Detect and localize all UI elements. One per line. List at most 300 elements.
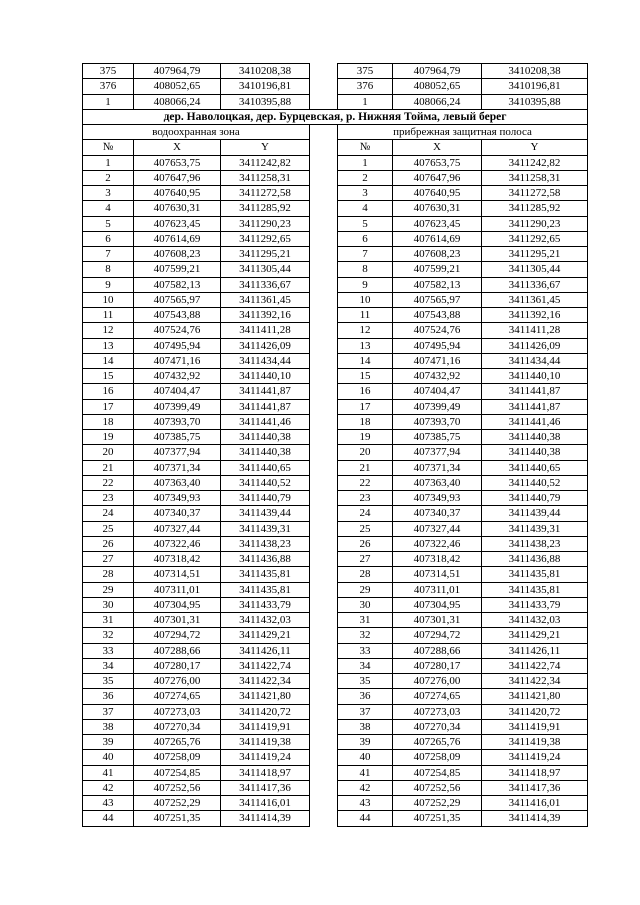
x-coordinate: 407385,75 — [134, 430, 221, 445]
point-number: 1 — [338, 155, 393, 170]
y-coordinate: 3411272,58 — [482, 186, 588, 201]
point-number: 30 — [338, 597, 393, 612]
table-row — [83, 323, 588, 338]
y-coordinate: 3411440,65 — [482, 460, 588, 475]
point-number: 26 — [83, 536, 134, 551]
point-number: 4 — [83, 201, 134, 216]
point-number: 20 — [83, 445, 134, 460]
x-coordinate: 407273,03 — [134, 704, 221, 719]
column-gap — [310, 719, 338, 734]
point-number: 40 — [338, 750, 393, 765]
column-gap — [310, 170, 338, 185]
point-number: 21 — [338, 460, 393, 475]
point-number: 15 — [338, 369, 393, 384]
point-number: 42 — [83, 780, 134, 795]
y-coordinate: 3411336,67 — [221, 277, 310, 292]
column-gap — [310, 79, 338, 94]
column-gap — [310, 491, 338, 506]
point-number: 2 — [338, 170, 393, 185]
x-coordinate: 407647,96 — [134, 170, 221, 185]
point-number: 8 — [338, 262, 393, 277]
y-coordinate: 3411441,46 — [482, 414, 588, 429]
x-coordinate: 407280,17 — [393, 658, 482, 673]
y-coordinate: 3411440,38 — [221, 430, 310, 445]
point-number: 18 — [83, 414, 134, 429]
x-coordinate: 407582,13 — [393, 277, 482, 292]
x-coordinate: 407340,37 — [134, 506, 221, 521]
column-gap — [310, 811, 338, 826]
y-coordinate: 3411305,44 — [221, 262, 310, 277]
x-coordinate: 407964,79 — [393, 64, 482, 79]
point-number: 22 — [83, 475, 134, 490]
y-coordinate: 3411426,09 — [482, 338, 588, 353]
point-number: 25 — [338, 521, 393, 536]
y-coordinate: 3411435,81 — [221, 582, 310, 597]
x-coordinate: 407322,46 — [393, 536, 482, 551]
column-gap — [310, 536, 338, 551]
point-number: 27 — [83, 552, 134, 567]
y-coordinate: 3411361,45 — [221, 292, 310, 307]
y-coordinate: 3411416,01 — [221, 796, 310, 811]
column-gap — [310, 567, 338, 582]
point-number: 7 — [83, 247, 134, 262]
x-coordinate: 407647,96 — [393, 170, 482, 185]
point-number: 4 — [338, 201, 393, 216]
y-coordinate: 3411416,01 — [482, 796, 588, 811]
column-gap — [310, 125, 338, 140]
y-coordinate: 3411439,44 — [221, 506, 310, 521]
x-coordinate: 407322,46 — [134, 536, 221, 551]
table-row — [83, 613, 588, 628]
y-coordinate: 3411440,38 — [221, 445, 310, 460]
x-coordinate: 407377,94 — [134, 445, 221, 460]
y-coordinate: 3411418,97 — [221, 765, 310, 780]
column-gap — [310, 186, 338, 201]
column-gap — [310, 384, 338, 399]
y-coordinate: 3411439,31 — [221, 521, 310, 536]
column-gap — [310, 140, 338, 155]
column-gap — [310, 643, 338, 658]
y-coordinate: 3411441,87 — [482, 399, 588, 414]
table-row — [83, 811, 588, 826]
column-gap — [310, 521, 338, 536]
point-number: 33 — [83, 643, 134, 658]
point-number: 1 — [83, 155, 134, 170]
y-coordinate: 3411439,44 — [482, 506, 588, 521]
x-coordinate: 407399,49 — [393, 399, 482, 414]
point-number: 41 — [83, 765, 134, 780]
table-row — [83, 689, 588, 704]
point-number: 43 — [83, 796, 134, 811]
y-coordinate: 3410395,88 — [482, 94, 588, 109]
x-coordinate: 407495,94 — [134, 338, 221, 353]
point-number: 44 — [83, 811, 134, 826]
x-coordinate: 407363,40 — [393, 475, 482, 490]
table-row — [83, 750, 588, 765]
point-number: 375 — [83, 64, 134, 79]
y-coordinate: 3411426,09 — [221, 338, 310, 353]
column-gap — [310, 338, 338, 353]
y-coordinate: 3411419,91 — [221, 719, 310, 734]
x-coordinate: 407565,97 — [393, 292, 482, 307]
point-number: 17 — [83, 399, 134, 414]
column-gap — [310, 475, 338, 490]
table-row — [83, 430, 588, 445]
y-coordinate: 3411420,72 — [482, 704, 588, 719]
y-coordinate: 3411426,11 — [221, 643, 310, 658]
table-row — [83, 704, 588, 719]
x-coordinate: 407432,92 — [134, 369, 221, 384]
point-number: 29 — [83, 582, 134, 597]
table-row — [83, 262, 588, 277]
x-coordinate: 407318,42 — [393, 552, 482, 567]
x-coordinate: 407318,42 — [134, 552, 221, 567]
right-subtitle: прибрежная защитная полоса — [338, 125, 588, 140]
point-number: 8 — [83, 262, 134, 277]
x-coordinate: 407543,88 — [134, 308, 221, 323]
x-coordinate: 407252,56 — [134, 780, 221, 795]
point-number: 20 — [338, 445, 393, 460]
point-number: 25 — [83, 521, 134, 536]
x-coordinate: 407524,76 — [134, 323, 221, 338]
x-coordinate: 408066,24 — [134, 94, 221, 109]
y-coordinate: 3411417,36 — [221, 780, 310, 795]
point-number: 376 — [83, 79, 134, 94]
point-number: 21 — [83, 460, 134, 475]
point-number: 23 — [338, 491, 393, 506]
y-coordinate: 3411440,65 — [221, 460, 310, 475]
point-number: 39 — [338, 735, 393, 750]
x-coordinate: 407254,85 — [134, 765, 221, 780]
y-coordinate: 3411361,45 — [482, 292, 588, 307]
x-coordinate: 407377,94 — [393, 445, 482, 460]
x-coordinate: 407288,66 — [393, 643, 482, 658]
point-number: 23 — [83, 491, 134, 506]
y-coordinate: 3411434,44 — [482, 353, 588, 368]
x-coordinate: 407301,31 — [134, 613, 221, 628]
point-number: 32 — [83, 628, 134, 643]
column-gap — [310, 674, 338, 689]
point-number: 16 — [83, 384, 134, 399]
x-coordinate: 407653,75 — [134, 155, 221, 170]
x-coordinate: 407258,09 — [393, 750, 482, 765]
column-gap — [310, 247, 338, 262]
y-coordinate: 3411422,34 — [221, 674, 310, 689]
y-coordinate: 3411440,10 — [482, 369, 588, 384]
y-coordinate: 3411429,21 — [482, 628, 588, 643]
table-row — [83, 399, 588, 414]
x-coordinate: 407524,76 — [393, 323, 482, 338]
point-number: 17 — [338, 399, 393, 414]
y-coordinate: 3411438,23 — [482, 536, 588, 551]
table-row — [83, 628, 588, 643]
y-coordinate: 3410208,38 — [482, 64, 588, 79]
y-coordinate: 3411432,03 — [221, 613, 310, 628]
y-coordinate: 3411414,39 — [221, 811, 310, 826]
x-coordinate: 407274,65 — [134, 689, 221, 704]
x-coordinate: 407614,69 — [393, 231, 482, 246]
y-coordinate: 3410395,88 — [221, 94, 310, 109]
y-coordinate: 3411242,82 — [482, 155, 588, 170]
point-number: 12 — [338, 323, 393, 338]
column-gap — [310, 292, 338, 307]
table-row — [83, 582, 588, 597]
x-coordinate: 407304,95 — [393, 597, 482, 612]
column-gap — [310, 552, 338, 567]
table-row — [83, 384, 588, 399]
x-coordinate: 407495,94 — [393, 338, 482, 353]
point-number: 15 — [83, 369, 134, 384]
column-gap — [310, 64, 338, 79]
table-row — [83, 94, 588, 109]
table-row — [83, 597, 588, 612]
point-number: 37 — [83, 704, 134, 719]
table-row — [83, 765, 588, 780]
section-title-row — [83, 109, 588, 124]
point-number: 18 — [338, 414, 393, 429]
y-coordinate: 3411421,80 — [482, 689, 588, 704]
y-coordinate: 3411421,80 — [221, 689, 310, 704]
column-gap — [310, 216, 338, 231]
y-coordinate: 3411285,92 — [482, 201, 588, 216]
y-coordinate: 3411285,92 — [221, 201, 310, 216]
point-number: 19 — [83, 430, 134, 445]
point-number: 3 — [83, 186, 134, 201]
point-number: 26 — [338, 536, 393, 551]
table-row — [83, 353, 588, 368]
y-header: Y — [482, 140, 588, 155]
y-coordinate: 3411414,39 — [482, 811, 588, 826]
column-gap — [310, 613, 338, 628]
y-coordinate: 3411418,97 — [482, 765, 588, 780]
x-coordinate: 407252,29 — [134, 796, 221, 811]
x-coordinate: 407630,31 — [134, 201, 221, 216]
y-coordinate: 3411441,87 — [221, 384, 310, 399]
y-coordinate: 3411426,11 — [482, 643, 588, 658]
x-coordinate: 407599,21 — [393, 262, 482, 277]
table-row — [83, 735, 588, 750]
y-coordinate: 3411441,87 — [221, 399, 310, 414]
point-number: 27 — [338, 552, 393, 567]
point-number: 43 — [338, 796, 393, 811]
column-gap — [310, 704, 338, 719]
x-coordinate: 407270,34 — [393, 719, 482, 734]
coordinates-table — [82, 63, 588, 827]
x-coordinate: 407371,34 — [134, 460, 221, 475]
x-coordinate: 407653,75 — [393, 155, 482, 170]
x-coordinate: 407314,51 — [393, 567, 482, 582]
x-coordinate: 407543,88 — [393, 308, 482, 323]
point-number: 16 — [338, 384, 393, 399]
table-row — [83, 567, 588, 582]
y-coordinate: 3411435,81 — [482, 567, 588, 582]
point-number: 31 — [83, 613, 134, 628]
y-coordinate: 3411429,21 — [221, 628, 310, 643]
x-coordinate: 407273,03 — [393, 704, 482, 719]
point-number: 37 — [338, 704, 393, 719]
column-gap — [310, 414, 338, 429]
y-coordinate: 3411433,79 — [221, 597, 310, 612]
column-gap — [310, 689, 338, 704]
table-row — [83, 186, 588, 201]
point-number: 38 — [338, 719, 393, 734]
y-coordinate: 3411433,79 — [482, 597, 588, 612]
column-gap — [310, 353, 338, 368]
y-coordinate: 3411292,65 — [221, 231, 310, 246]
x-coordinate: 407265,76 — [134, 735, 221, 750]
point-number: 33 — [338, 643, 393, 658]
y-coordinate: 3411419,38 — [221, 735, 310, 750]
table-row — [83, 79, 588, 94]
table-row — [83, 643, 588, 658]
table-row — [83, 506, 588, 521]
point-number: 28 — [83, 567, 134, 582]
x-coordinate: 407399,49 — [134, 399, 221, 414]
column-gap — [310, 597, 338, 612]
point-number: 24 — [83, 506, 134, 521]
point-number: 29 — [338, 582, 393, 597]
column-gap — [310, 796, 338, 811]
table-row — [83, 674, 588, 689]
y-coordinate: 3410196,81 — [221, 79, 310, 94]
x-coordinate: 407640,95 — [134, 186, 221, 201]
x-coordinate: 407349,93 — [134, 491, 221, 506]
coordinates-document — [82, 63, 587, 827]
y-coordinate: 3411439,31 — [482, 521, 588, 536]
x-coordinate: 407964,79 — [134, 64, 221, 79]
point-number: 28 — [338, 567, 393, 582]
y-coordinate: 3411435,81 — [482, 582, 588, 597]
x-coordinate: 407304,95 — [134, 597, 221, 612]
y-coordinate: 3410208,38 — [221, 64, 310, 79]
x-coordinate: 407276,00 — [393, 674, 482, 689]
table-row — [83, 216, 588, 231]
y-coordinate: 3411419,38 — [482, 735, 588, 750]
y-coordinate: 3411440,10 — [221, 369, 310, 384]
column-gap — [310, 628, 338, 643]
table-row — [83, 292, 588, 307]
x-coordinate: 407252,29 — [393, 796, 482, 811]
table-row — [83, 491, 588, 506]
point-number: 13 — [338, 338, 393, 353]
column-gap — [310, 780, 338, 795]
point-number: 40 — [83, 750, 134, 765]
y-coordinate: 3411419,24 — [221, 750, 310, 765]
y-coordinate: 3411440,38 — [482, 430, 588, 445]
y-coordinate: 3411432,03 — [482, 613, 588, 628]
column-gap — [310, 201, 338, 216]
y-coordinate: 3411411,28 — [221, 323, 310, 338]
x-coordinate: 407349,93 — [393, 491, 482, 506]
x-coordinate: 407251,35 — [393, 811, 482, 826]
column-gap — [310, 369, 338, 384]
point-number: 34 — [338, 658, 393, 673]
y-coordinate: 3411422,34 — [482, 674, 588, 689]
y-coordinate: 3411438,23 — [221, 536, 310, 551]
point-number: 24 — [338, 506, 393, 521]
point-number: 5 — [338, 216, 393, 231]
table-row — [83, 338, 588, 353]
y-coordinate: 3411441,87 — [482, 384, 588, 399]
column-gap — [310, 506, 338, 521]
y-coordinate: 3411292,65 — [482, 231, 588, 246]
x-coordinate: 407393,70 — [393, 414, 482, 429]
y-coordinate: 3411272,58 — [221, 186, 310, 201]
table-row — [83, 155, 588, 170]
point-number: 30 — [83, 597, 134, 612]
y-coordinate: 3411258,31 — [221, 170, 310, 185]
y-coordinate: 3411434,44 — [221, 353, 310, 368]
x-coordinate: 407630,31 — [393, 201, 482, 216]
y-header: Y — [221, 140, 310, 155]
point-number: 22 — [338, 475, 393, 490]
x-coordinate: 407471,16 — [134, 353, 221, 368]
table-body — [83, 64, 588, 827]
y-coordinate: 3411242,82 — [221, 155, 310, 170]
x-coordinate: 407565,97 — [134, 292, 221, 307]
number-header: № — [83, 140, 134, 155]
x-coordinate: 407327,44 — [134, 521, 221, 536]
table-row — [83, 277, 588, 292]
x-coordinate: 407294,72 — [393, 628, 482, 643]
x-coordinate: 407301,31 — [393, 613, 482, 628]
y-coordinate: 3411290,23 — [221, 216, 310, 231]
x-coordinate: 407614,69 — [134, 231, 221, 246]
point-number: 6 — [338, 231, 393, 246]
point-number: 39 — [83, 735, 134, 750]
table-row — [83, 796, 588, 811]
column-gap — [310, 399, 338, 414]
subtitle-row — [83, 125, 588, 140]
table-row — [83, 201, 588, 216]
point-number: 1 — [83, 94, 134, 109]
header-row — [83, 140, 588, 155]
point-number: 11 — [83, 308, 134, 323]
column-gap — [310, 582, 338, 597]
y-coordinate: 3411419,24 — [482, 750, 588, 765]
x-coordinate: 407471,16 — [393, 353, 482, 368]
point-number: 44 — [338, 811, 393, 826]
point-number: 31 — [338, 613, 393, 628]
column-gap — [310, 765, 338, 780]
table-row — [83, 460, 588, 475]
y-coordinate: 3411436,88 — [482, 552, 588, 567]
y-coordinate: 3411440,52 — [221, 475, 310, 490]
y-coordinate: 3410196,81 — [482, 79, 588, 94]
column-gap — [310, 262, 338, 277]
table-row — [83, 521, 588, 536]
x-coordinate: 407252,56 — [393, 780, 482, 795]
y-coordinate: 3411392,16 — [482, 308, 588, 323]
point-number: 1 — [338, 94, 393, 109]
x-header: X — [134, 140, 221, 155]
table-row — [83, 445, 588, 460]
y-coordinate: 3411441,46 — [221, 414, 310, 429]
x-coordinate: 407327,44 — [393, 521, 482, 536]
x-coordinate: 407258,09 — [134, 750, 221, 765]
x-coordinate: 407251,35 — [134, 811, 221, 826]
point-number: 14 — [83, 353, 134, 368]
table-row — [83, 247, 588, 262]
x-coordinate: 408052,65 — [134, 79, 221, 94]
x-coordinate: 407254,85 — [393, 765, 482, 780]
table-row — [83, 719, 588, 734]
point-number: 14 — [338, 353, 393, 368]
point-number: 2 — [83, 170, 134, 185]
x-coordinate: 407311,01 — [134, 582, 221, 597]
point-number: 5 — [83, 216, 134, 231]
table-row — [83, 475, 588, 490]
